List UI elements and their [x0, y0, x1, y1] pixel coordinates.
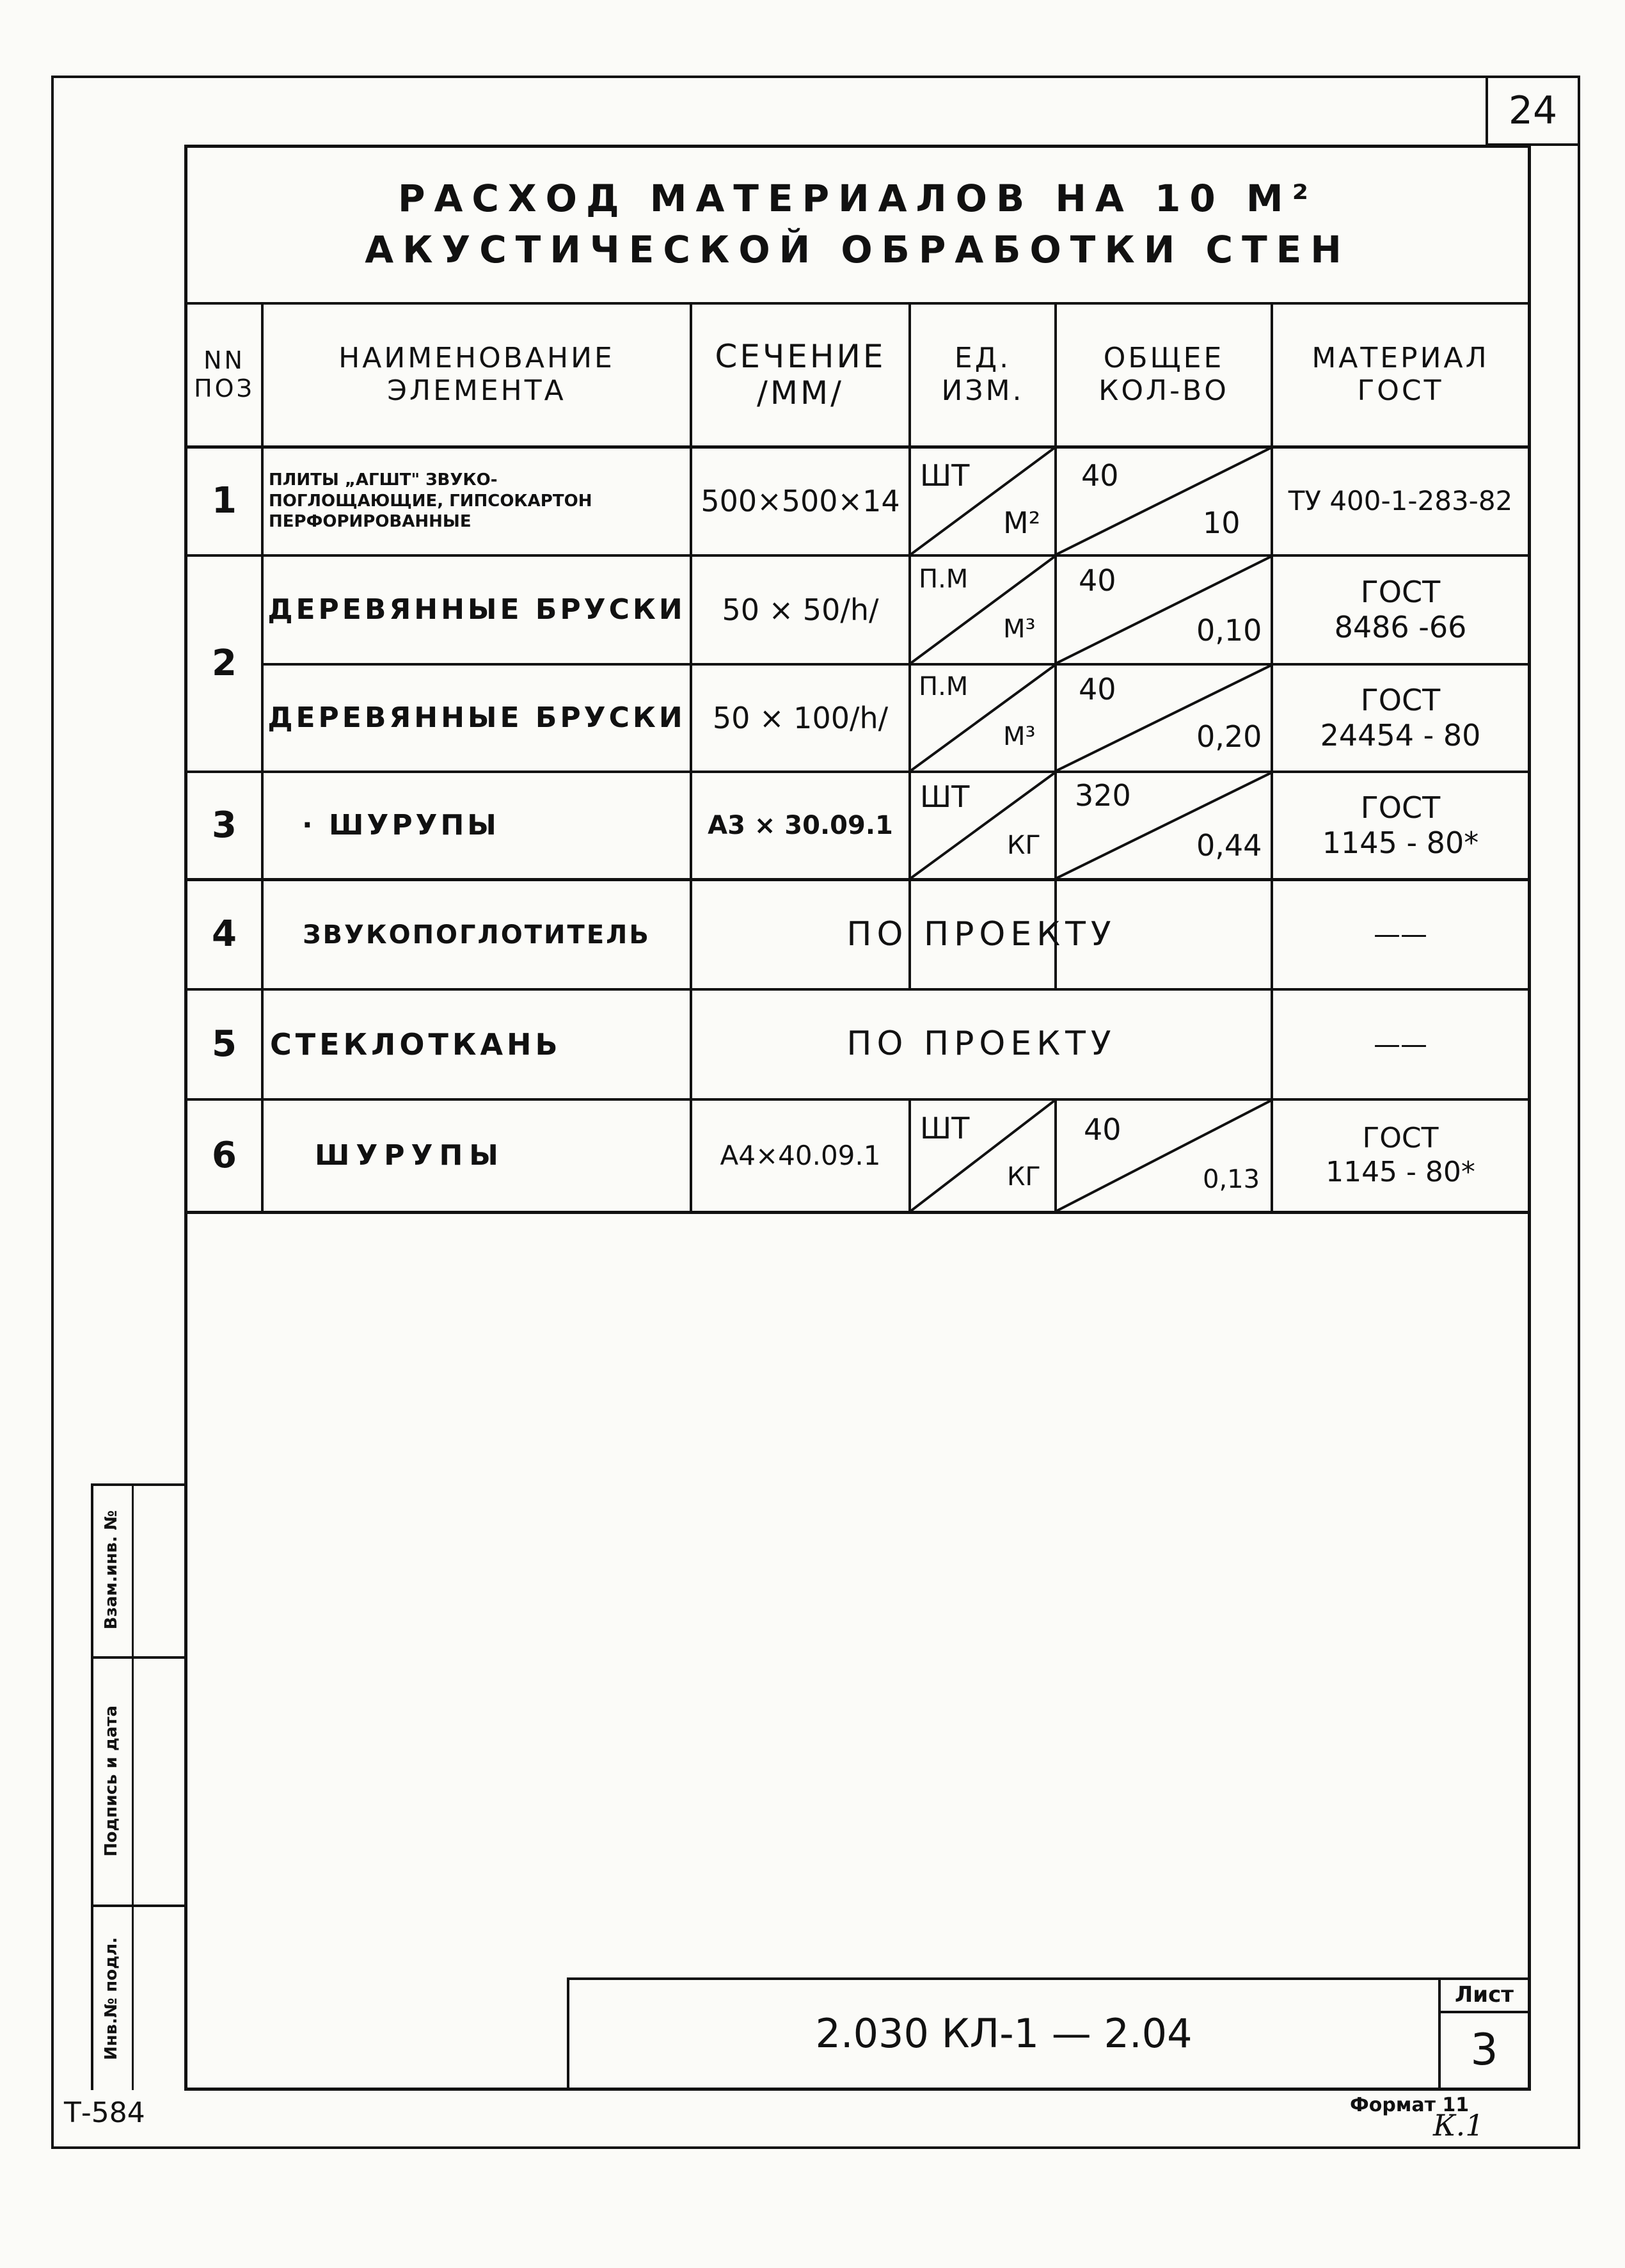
- row2a-unit-top: П.М: [919, 564, 969, 594]
- header-name: НАИМЕНОВАНИЕ ЭЛЕМЕНТА: [338, 342, 615, 407]
- footer-format: Формат 11: [1350, 2094, 1470, 2116]
- footer-initials: К.1: [1433, 2108, 1484, 2143]
- hline-row6: [186, 1211, 1529, 1214]
- row3-unit-bottom: КГ: [1007, 831, 1041, 860]
- row2b-unit-top: П.М: [919, 672, 969, 701]
- row2-pos: 2: [212, 642, 237, 684]
- row6-unit-bottom: КГ: [1007, 1162, 1041, 1192]
- row1-unit-top: ШТ: [920, 458, 970, 493]
- row5-project: ПО ПРОЕКТУ: [846, 1025, 1116, 1064]
- stamp-strip-innerv: [132, 1483, 134, 2090]
- row1-unit-bottom: М²: [1003, 506, 1041, 540]
- row6-pos: 6: [212, 1134, 237, 1176]
- row4-project: ПО ПРОЕКТУ: [846, 914, 1116, 954]
- row4-name: ЗВУКОПОГЛОТИТЕЛЬ: [303, 920, 651, 950]
- row6-material: ГОСТ 1145 - 80*: [1326, 1122, 1475, 1188]
- row1-name: ПЛИТЫ „АГШТ" ЗВУКО- ПОГЛОЩАЮЩИЕ, ГИПСОКАРТОН ПЕРФОРИРОВАННЫЕ: [269, 470, 592, 532]
- row2b-qty-top: 40: [1079, 672, 1116, 707]
- table-title-line1: РАСХОД МАТЕРИАЛОВ НА 10 М²: [397, 176, 1318, 220]
- row6-qty-bottom: 0,13: [1203, 1165, 1260, 1194]
- row4-pos: 4: [212, 913, 237, 955]
- row2b-qty-bottom: 0,20: [1196, 719, 1262, 754]
- row2a-name: ДЕРЕВЯННЫЕ БРУСКИ: [267, 593, 686, 626]
- row2a-unit-bottom: М³: [1003, 614, 1036, 644]
- row3-unit-top: ШТ: [920, 779, 970, 814]
- inner-frame-top: [186, 145, 1529, 148]
- row3-pos: 3: [212, 804, 237, 846]
- row2a-material: ГОСТ 8486 -66: [1334, 574, 1467, 644]
- row2b-material: ГОСТ 24454 - 80: [1320, 682, 1481, 753]
- sheet-number: 3: [1470, 2024, 1498, 2075]
- stamp-strip-top: [91, 1483, 187, 1486]
- drawing-code: 2.030 КЛ-1 — 2.04: [815, 2010, 1193, 2057]
- row2a-section: 50 × 50/h/: [722, 592, 879, 627]
- row1-section: 500×500×14: [701, 483, 900, 518]
- row6-section: А4×40.09.1: [720, 1139, 881, 1171]
- inner-frame-bottom: [184, 2088, 1531, 2091]
- row3-material: ГОСТ 1145 - 80*: [1322, 790, 1479, 860]
- row3-name: · ШУРУПЫ: [302, 808, 500, 842]
- row1-qty-top: 40: [1081, 458, 1119, 493]
- page-number: 24: [1508, 88, 1558, 133]
- row3-section: А3 × 30.09.1: [708, 811, 893, 840]
- row5-name: СТЕКЛОТКАНЬ: [270, 1026, 562, 1062]
- header-material: МАТЕРИАЛ ГОСТ: [1312, 342, 1489, 407]
- sheet-label: Лист: [1455, 1982, 1514, 2008]
- row1-pos: 1: [212, 479, 237, 522]
- header-unit: ЕД. ИЗМ.: [941, 342, 1024, 407]
- outer-frame-bottom: [51, 2146, 1580, 2149]
- stamp-strip-div2: [91, 1905, 187, 1907]
- row1-material: ТУ 400-1-283-82: [1288, 484, 1513, 516]
- stamp-strip-left: [91, 1483, 93, 2090]
- row2a-qty-bottom: 0,10: [1196, 613, 1262, 648]
- outer-frame-left: [51, 76, 54, 2149]
- stamp-strip-div1: [91, 1656, 187, 1659]
- stamp-inv-original: Инв.№ подл.: [102, 1937, 121, 2061]
- row3-qty-top: 320: [1075, 778, 1131, 813]
- inner-frame-right: [1528, 145, 1531, 2090]
- footer-form-number: Т-584: [64, 2096, 145, 2129]
- row2a-qty-top: 40: [1079, 563, 1116, 598]
- row4-material: ——: [1374, 918, 1427, 950]
- row5-pos: 5: [212, 1023, 237, 1065]
- table-title-line2: АКУСТИЧЕСКОЙ ОБРАБОТКИ СТЕН: [365, 227, 1351, 271]
- stamp-inv-replacement: Взам.инв. №: [102, 1510, 121, 1630]
- row2b-section: 50 × 100/h/: [712, 700, 889, 735]
- header-qty: ОБЩЕЕ КОЛ-ВО: [1098, 342, 1229, 407]
- outer-frame-right: [1578, 76, 1580, 2149]
- header-pos: NN ПОЗ: [194, 346, 255, 403]
- row3-qty-bottom: 0,44: [1196, 828, 1262, 863]
- row5-material: ——: [1374, 1028, 1427, 1060]
- stamp-signature-date: Подпись и дата: [102, 1705, 121, 1857]
- row2b-unit-bottom: М³: [1003, 722, 1036, 751]
- row6-name: ШУРУПЫ: [315, 1138, 505, 1172]
- row6-unit-top: ШТ: [920, 1111, 970, 1146]
- outer-frame-top: [51, 76, 1580, 78]
- row6-qty-top: 40: [1084, 1112, 1122, 1147]
- header-section: СЕЧЕНИЕ /ММ/: [715, 337, 886, 411]
- row2b-name: ДЕРЕВЯННЫЕ БРУСКИ: [267, 701, 686, 734]
- row1-qty-bottom: 10: [1203, 506, 1241, 540]
